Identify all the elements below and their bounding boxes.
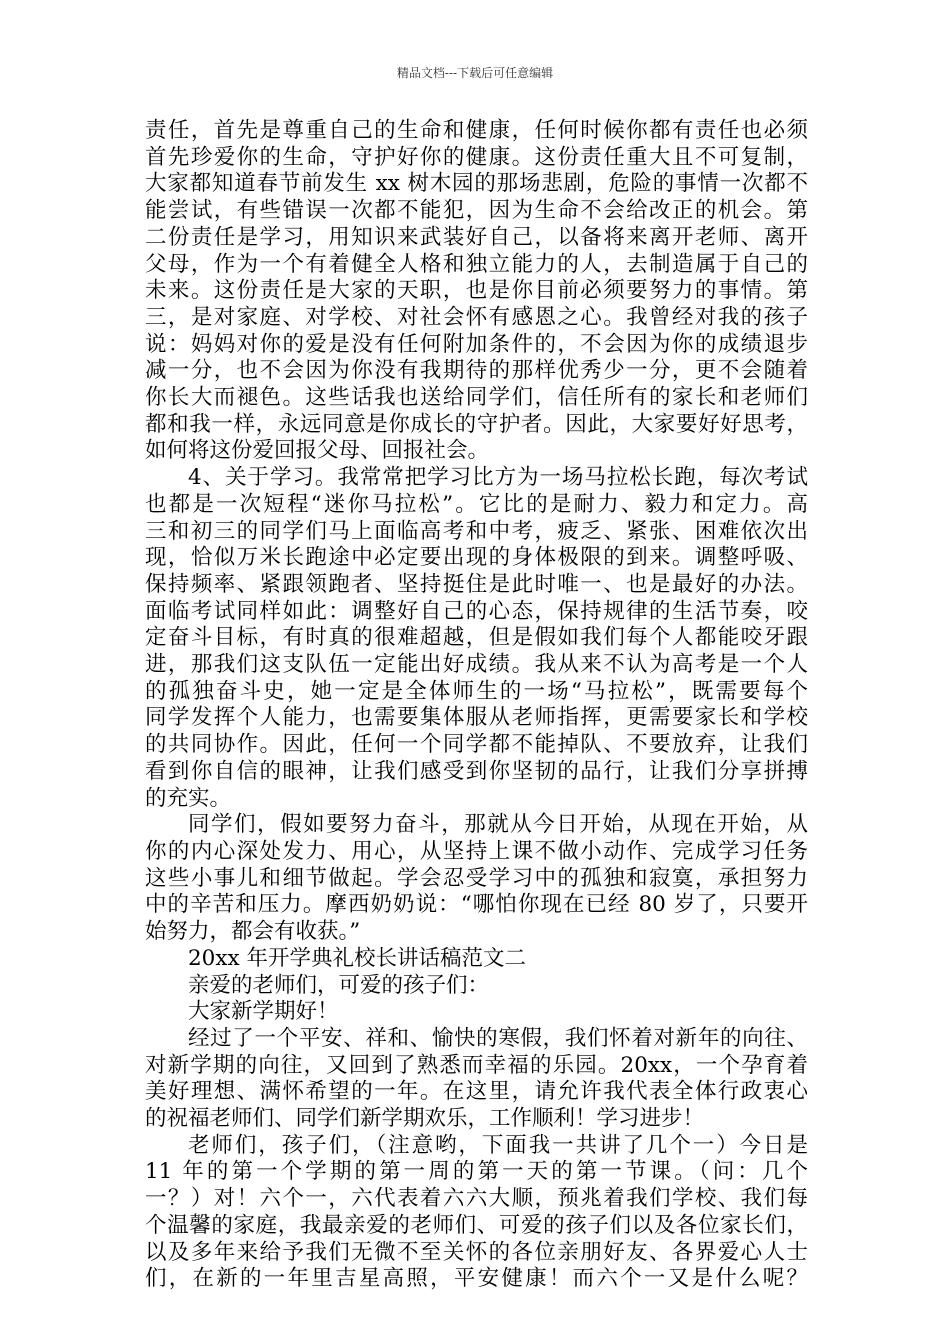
text-line: 保持频率、紧跟领跑者、坚持挺住是此时唯一、也是最好的办法。	[145, 571, 808, 597]
paragraph	[145, 946, 808, 973]
text-line: 三，是对家庭、对学校、对社会怀有感恩之心。我曾经对我的孩子	[145, 304, 808, 330]
text-line: 说：妈妈对你的爱是没有任何附加条件的，不会因为你的成绩退步	[145, 331, 808, 357]
paragraph	[145, 999, 808, 1026]
text-line: 同学们，假如要努力奋斗，那就从今日开始，从现在开始，从	[188, 812, 808, 838]
text-line: 4、关于学习。我常常把学习比方为一场马拉松长跑，每次考试	[188, 465, 808, 491]
page-header: 精品文档---下载后可任意编辑	[396, 66, 554, 80]
text-line: 都和我一样，永远同意是你成长的守护者。因此，大家要好好思考，	[145, 411, 808, 437]
text-line: 对新学期的向往，又回到了熟悉而幸福的乐园。20xx，一个孕育着	[145, 1052, 808, 1078]
text-line: 大家都知道春节前发生 xx 树木园的那场悲剧，危险的事情一次都不	[145, 171, 808, 197]
text-line: 你长大而褪色。这些话我也送给同学们，信任所有的家长和老师们	[145, 385, 808, 411]
text-line: 面临考试同样如此：调整好自己的心态，保持规律的生活节奏，咬	[145, 598, 808, 624]
text-line: 中的辛苦和压力。摩西奶奶说：“哪怕你现在已经 80 岁了，只要开	[145, 892, 808, 918]
text-line: 经过了一个平安、祥和、愉快的寒假，我们怀着对新年的向往、	[188, 1025, 808, 1051]
text-line: 大家新学期好！	[188, 999, 339, 1025]
paragraph	[145, 973, 808, 1000]
text-line: 看到你自信的眼神，让我们感受到你坚韧的品行，让我们分享拼搏	[145, 758, 808, 784]
text-line: 始努力，都会有收获。”	[145, 919, 361, 945]
paragraph	[145, 1133, 808, 1293]
text-line: 未来。这份责任是大家的天职，也是你目前必须要努力的事情。第	[145, 278, 808, 304]
text-line: 减一分，也不会因为你没有我期待的那样优秀少一分，更不会随着	[145, 358, 808, 384]
text-line: 父母，作为一个有着健全人格和独立能力的人，去制造属于自己的	[145, 251, 808, 277]
text-line: 亲爱的老师们，可爱的孩子们：	[188, 972, 490, 998]
text-line: 进，那我们这支队伍一定能出好成绩。我从来不认为高考是一个人	[145, 652, 808, 678]
text-line: 以及多年来给予我们无微不至关怀的各位亲朋好友、各界爱心人士	[145, 1239, 808, 1265]
text-line: 美好理想、满怀希望的一年。在这里，请允许我代表全体行政衷心	[145, 1079, 808, 1105]
text-line: 20xx 年开学典礼校长讲话稿范文二	[188, 945, 526, 971]
text-line: 首先珍爱你的生命，守护好你的健康。这份责任重大且不可复制，	[145, 144, 808, 170]
paragraph	[145, 812, 808, 946]
text-line: 同学发挥个人能力，也需要集体服从老师指挥，更需要家长和学校	[145, 705, 808, 731]
text-line: 定奋斗目标，有时真的很难超越，但是假如我们每个人都能咬牙跟	[145, 625, 808, 651]
paragraph	[145, 465, 808, 812]
text-line: 二份责任是学习，用知识来武装好自己，以备将来离开老师、离开	[145, 224, 808, 250]
text-line: 也都是一次短程“迷你马拉松”。它比的是耐力、毅力和定力。高	[145, 491, 808, 517]
text-line: 的孤独奋斗史，她一定是全体师生的一场“马拉松”，既需要每个	[145, 678, 808, 704]
text-line: 老师们，孩子们，（注意哟，下面我一共讲了几个一）今日是	[188, 1132, 808, 1158]
text-line: 11 年的第一个学期的第一周的第一天的第一节课。（问：几个	[145, 1159, 808, 1185]
text-line: 三和初三的同学们马上面临高考和中考，疲乏、紧张、困难依次出	[145, 518, 808, 544]
text-line: 个温馨的家庭，我最亲爱的老师们、可爱的孩子们以及各位家长们，	[145, 1212, 808, 1238]
paragraph	[145, 118, 808, 465]
text-line: 你的内心深处发力、用心，从坚持上课不做小动作、完成学习任务	[145, 838, 808, 864]
text-line: 的共同协作。因此，任何一个同学都不能掉队、不要放弃，让我们	[145, 732, 808, 758]
text-line: 的充实。	[145, 785, 232, 811]
text-line: 责任，首先是尊重自己的生命和健康，任何时候你都有责任也必须	[145, 118, 808, 143]
text-line: 们，在新的一年里吉星高照，平安健康！而六个一又是什么呢？	[145, 1266, 808, 1292]
text-line: 如何将这份爱回报父母、回报社会。	[145, 438, 490, 464]
text-line: 一？）对！六个一，六代表着六六大顺，预兆着我们学校、我们每	[145, 1186, 808, 1212]
document-body	[145, 118, 808, 1293]
text-line: 这些小事儿和细节做起。学会忍受学习中的孤独和寂寞，承担努力	[145, 865, 808, 891]
paragraph	[145, 1026, 808, 1133]
text-line: 的祝福老师们、同学们新学期欢乐，工作顺利！学习进步！	[145, 1106, 705, 1132]
text-line: 能尝试，有些错误一次都不能犯，因为生命不会给改正的机会。第	[145, 198, 808, 224]
text-line: 现，恰似万米长跑途中必定要出现的身体极限的到来。调整呼吸、	[145, 545, 808, 571]
